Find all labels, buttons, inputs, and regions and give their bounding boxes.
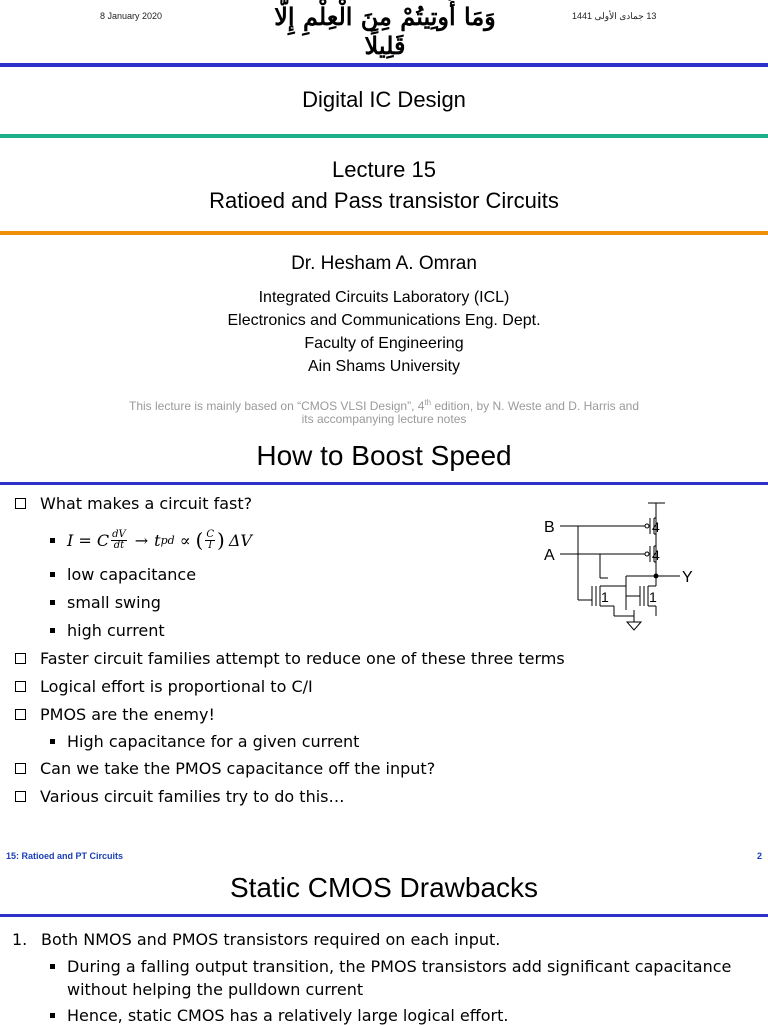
checkbox-bullet-icon <box>15 763 26 774</box>
checkbox-bullet-icon <box>15 498 26 509</box>
sub-bullet-continuation: without helping the pulldown current <box>67 980 364 999</box>
square-bullet-icon <box>50 964 55 969</box>
author-name: Dr. Hesham A. Omran <box>291 253 477 274</box>
bullet-item: PMOS are the enemy! <box>15 705 215 724</box>
square-bullet-icon <box>50 739 55 744</box>
square-bullet-icon <box>50 600 55 605</box>
sub-bullet: High capacitance for a given current <box>50 732 359 751</box>
lecture-topic: Ratioed and Pass transistor Circuits <box>209 188 559 213</box>
date-hijri: 13 جمادى الأولى 1441 <box>572 11 657 21</box>
output-y-label: Y <box>682 569 693 586</box>
arabic-verse: وَمَا أُوتِيتُمْ مِنَ الْعِلْمِ إِلَّا قَلِيلًا <box>274 2 496 60</box>
slide-footer: 15: Ratioed and PT Circuits <box>6 851 124 861</box>
sub-bullet: small swing <box>50 593 161 612</box>
bullet-item: Can we take the PMOS capacitance off the input? <box>15 759 435 778</box>
sub-bullet: low capacitance <box>50 565 196 584</box>
nmos-size-label: 1 <box>649 589 657 605</box>
bullet-item: Logical effort is proportional to C/I <box>15 677 313 696</box>
date-gregorian: 8 January 2020 <box>100 11 163 21</box>
bullet-item: Various circuit families try to do this… <box>15 787 345 806</box>
blue-divider <box>0 914 768 917</box>
lecture-number: Lecture 15 <box>332 157 436 182</box>
pmos-size-label: 4 <box>652 547 660 563</box>
slide-number: 2 <box>756 851 762 861</box>
nand-gate-schematic <box>530 498 710 638</box>
bullet-item: What makes a circuit fast? <box>15 494 252 513</box>
input-a-label: A <box>544 547 555 564</box>
teal-divider <box>0 134 768 138</box>
nmos-size-label: 1 <box>601 589 609 605</box>
square-bullet-icon <box>50 538 55 543</box>
course-title: Digital IC Design <box>302 87 466 112</box>
sub-bullet: During a falling output transition, the PMOS transistors add significant capacitance <box>50 957 731 976</box>
affiliation-line: Electronics and Communications Eng. Dept. <box>227 312 541 329</box>
square-bullet-icon <box>50 628 55 633</box>
slide-title: Static CMOS Drawbacks <box>229 872 539 903</box>
affiliation-line: Faculty of Engineering <box>304 335 464 352</box>
checkbox-bullet-icon <box>15 709 26 720</box>
pmos-size-label: 4 <box>652 519 660 535</box>
affiliation-line: Ain Shams University <box>307 358 461 375</box>
slide-title: How to Boost Speed <box>256 440 512 471</box>
square-bullet-icon <box>50 1013 55 1018</box>
numbered-item-marker: 1. <box>12 930 28 949</box>
square-bullet-icon <box>50 572 55 577</box>
affiliation-line: Integrated Circuits Laboratory (ICL) <box>258 289 510 306</box>
bullet-item: Faster circuit families attempt to reduce one of these three terms <box>15 649 565 668</box>
input-b-label: B <box>544 519 555 536</box>
reference-note: This lecture is mainly based on “CMOS VLSI Design”, 4th edition, by N. Weste and D. Harris and <box>129 398 639 413</box>
blue-divider <box>0 482 768 485</box>
checkbox-bullet-icon <box>15 653 26 664</box>
checkbox-bullet-icon <box>15 681 26 692</box>
reference-note-line2: its accompanying lecture notes <box>301 412 467 426</box>
numbered-item: Both NMOS and PMOS transistors required on each input. <box>41 930 501 949</box>
blue-divider <box>0 63 768 67</box>
sub-bullet: high current <box>50 621 165 640</box>
checkbox-bullet-icon <box>15 791 26 802</box>
orange-divider <box>0 231 768 235</box>
formula-row: I = C $\frac{dV}{dt}$ → t pd ∝ ( $\frac{C}{I}$ ) ΔV <box>50 528 252 552</box>
sub-bullet: Hence, static CMOS has a relatively large logical effort. <box>50 1006 508 1025</box>
